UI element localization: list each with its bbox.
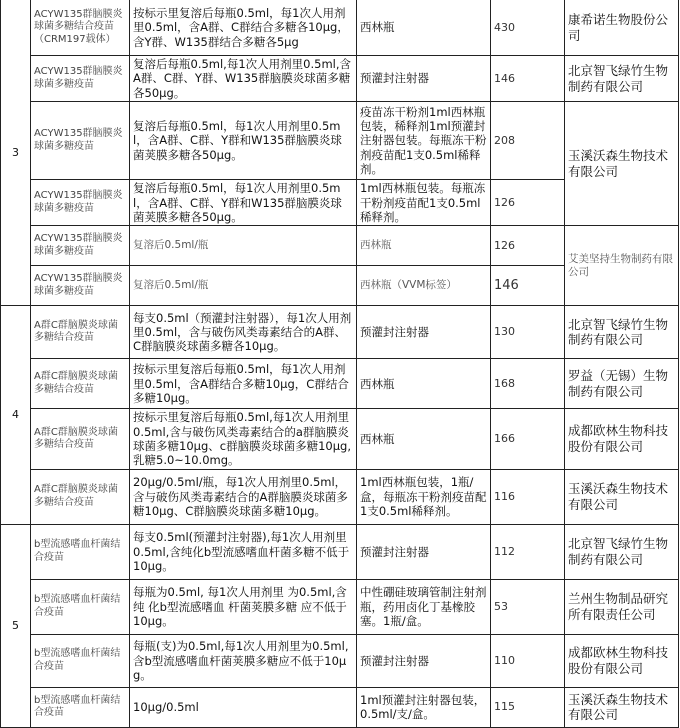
table-row [1,102,679,180]
company: 玉溪沃森生物技术有限公司 [565,469,679,524]
package: 预灌封注射器 [357,524,491,579]
vaccine-name: ACYW135群脑膜炎球菌多糖结合疫苗（CRM197载体） [31,0,130,56]
specification: 复溶后每瓶0.5ml,每1次人用剂里0.5ml,含A群、C群、Y群、W135群脑膜炎球菌多糖各50μg。 [130,56,357,102]
table-row [1,226,679,266]
package: 1ml西林瓶包装，1瓶/盒，每瓶冻干粉剂疫苗配1支0.5ml稀释剂。 [357,469,491,524]
price: 112 [491,524,565,579]
specification: 每瓶为0.5ml, 每1次人用剂里 为0.5ml,含纯 化b型流感嗜血 杆菌荚膜多糖 应不低于10μg。 [130,579,357,634]
price: 130 [491,306,565,359]
company: 康希诺生物股份公司 [565,0,679,56]
price: 146 [491,266,565,306]
vaccine-name: ACYW135群脑膜炎球菌多糖疫苗 [31,102,130,180]
specification: 按标示里复溶后每瓶0.5ml,每1次人用剂里0.5ml,含与破伤风类毒素结合的a群脑膜炎球菌多糖10μg、c群脑膜炎球菌多糖10μg,乳糖5.0~10.0mg。 [130,409,357,470]
vaccine-name: b型流感嗜血杆菌结合疫苗 [31,524,130,579]
vaccine-name: A群C群脑膜炎球菌多糖结合疫苗 [31,359,130,409]
package: 预灌封注射器 [357,634,491,687]
price: 166 [491,409,565,470]
package: 1ml西林瓶包装。每瓶冻干粉剂疫苗配1支0.5ml稀释剂。 [357,180,491,226]
specification: 按标示里复溶后每瓶0.5ml，每1次人用剂里0.5ml，含A群结合多糖10μg，C群结合多糖10μg。 [130,359,357,409]
company: 兰州生物制品研究所有限责任公司 [565,579,679,634]
vaccine-name: ACYW135群脑膜炎球菌多糖疫苗 [31,180,130,226]
specification: 按标示里复溶后每瓶0.5ml，每1次人用剂里0.5ml，含A群、C群结合多糖各10μg，含Y群、W135群结合多糖各5μg [130,0,357,56]
group-number: 4 [1,306,31,525]
specification: 复溶后每瓶0.5ml，每1次人用剂里0.5ml，含A群、C群、Y群和W135群脑膜炎球菌荚膜多糖各50μg。 [130,180,357,226]
package: 西林瓶（VVM标签） [357,266,491,306]
company: 成都欧林生物科技股份有限公司 [565,634,679,687]
vaccine-name: A群C群脑膜炎球菌多糖结合疫苗 [31,409,130,470]
vaccine-name: b型流感嗜血杆菌结合疫苗 [31,687,130,727]
package: 西林瓶 [357,359,491,409]
price: 126 [491,180,565,226]
price: 208 [491,102,565,180]
company: 玉溪沃森生物技术有限公司 [565,687,679,727]
package: 西林瓶 [357,226,491,266]
company: 北京智飞绿竹生物制药有限公司 [565,524,679,579]
price: 115 [491,687,565,727]
table-row [1,469,679,524]
package: 疫苗冻干粉剂1ml西林瓶包装，稀释剂1ml预灌封注射器包装。每瓶冻干粉剂疫苗配1支0.5ml稀释剂。 [357,102,491,180]
table-row [1,579,679,634]
company: 罗益（无锡）生物制药有限公司 [565,359,679,409]
group-number: 3 [1,0,31,306]
package: 中性硼硅玻璃管制注射剂瓶，药用卤化丁基橡胶塞。1瓶/盒。 [357,579,491,634]
specification: 复溶后0.5ml/瓶 [130,226,357,266]
table-row [1,634,679,687]
group-number: 5 [1,524,31,727]
specification: 复溶后每瓶0.5ml，每1次人用剂里0.5ml，含A群、C群、Y群和W135群脑膜炎球菌荚膜多糖各50μg。 [130,102,357,180]
table-row [1,56,679,102]
company: 玉溪沃森生物技术有限公司 [565,102,679,226]
company: 艾美坚持生物制药有限公司 [565,226,679,306]
table-row [1,409,679,470]
package: 预灌封注射器 [357,306,491,359]
vaccine-name: ACYW135群脑膜炎球菌多糖疫苗 [31,266,130,306]
price: 430 [491,0,565,56]
package: 1ml预灌封注射器包装，0.5ml/支/盒。 [357,687,491,727]
vaccine-name: A群C群脑膜炎球菌多糖结合疫苗 [31,469,130,524]
price: 126 [491,226,565,266]
table-row [1,0,679,56]
specification: 每支0.5ml(预灌封注射器),每1次人用剂里0.5ml,含纯化b型流感嗜血杆菌多糖不低于10μg。 [130,524,357,579]
company: 北京智飞绿竹生物制药有限公司 [565,56,679,102]
vaccine-name: b型流感嗜血杆菌结合疫苗 [31,579,130,634]
vaccine-name: A群C群脑膜炎球菌多糖结合疫苗 [31,306,130,359]
specification: 20μg/0.5ml/瓶，每1次人用剂里0.5ml，含与破伤风类毒素结合的A群脑膜炎球菌多糖10μg、C群脑膜炎球菌多糖10μg。 [130,469,357,524]
price: 146 [491,56,565,102]
company: 北京智飞绿竹生物制药有限公司 [565,306,679,359]
table-row [1,524,679,579]
package: 西林瓶 [357,0,491,56]
specification: 复溶后0.5ml/瓶 [130,266,357,306]
specification: 每瓶(支)为0.5ml,每1次人用剂里为0.5ml,含b型流感嗜血杆菌荚膜多糖应不低于10μg。 [130,634,357,687]
price: 116 [491,469,565,524]
specification: 10μg/0.5ml [130,687,357,727]
price: 110 [491,634,565,687]
vaccine-name: ACYW135群脑膜炎球菌多糖疫苗 [31,56,130,102]
price: 168 [491,359,565,409]
company: 成都欧林生物科技股份有限公司 [565,409,679,470]
vaccine-name: b型流感嗜血杆菌结合疫苗 [31,634,130,687]
vaccine-name: ACYW135群脑膜炎球菌多糖疫苗 [31,226,130,266]
price: 53 [491,579,565,634]
table-row [1,359,679,409]
specification: 每支0.5ml（预灌封注射器），每1次人用剂里0.5ml，含与破伤风类毒素结合的A群、C群脑膜炎球菌多糖各10μg。 [130,306,357,359]
package: 西林瓶 [357,409,491,470]
table-row [1,306,679,359]
package: 预灌封注射器 [357,56,491,102]
table-row [1,687,679,727]
